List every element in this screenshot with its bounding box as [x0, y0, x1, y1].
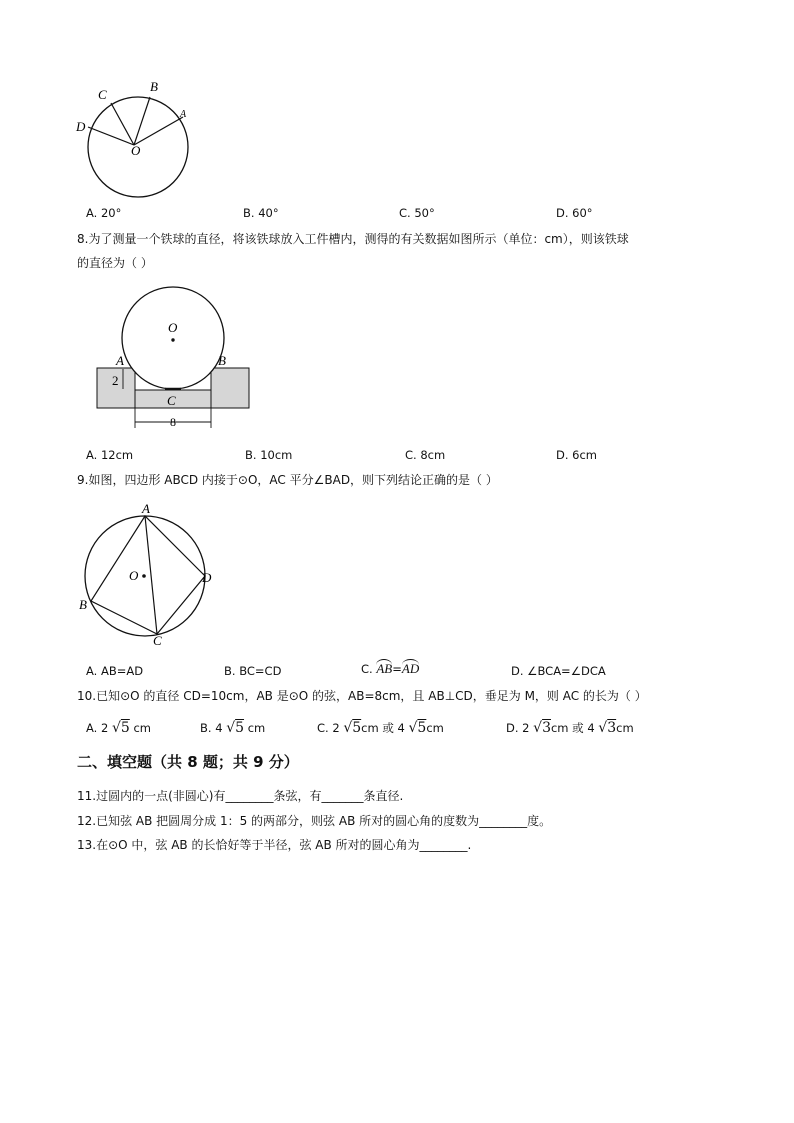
q7-label-b: B — [150, 79, 158, 94]
q9-option-a: A. AB=AD — [86, 664, 144, 678]
q8-label-o: O — [168, 320, 178, 335]
q10-option-c-pre: C. 2 — [317, 721, 340, 735]
q12-stem: 12.已知弦 AB 把圆周分成 1：5 的两部分，则弦 AB 所对的圆心角的度数为________度。 — [77, 814, 552, 828]
q10-option-a-unit: cm — [133, 721, 151, 735]
q7-radius-oc — [111, 103, 134, 145]
q8-option-a: A. 12cm — [86, 448, 134, 462]
q10-option-b-radicand: 5 — [235, 720, 245, 736]
q7-label-a: A — [180, 109, 187, 120]
q7-radius-od — [88, 127, 134, 145]
q8-width-label: 8 — [170, 415, 176, 429]
q9-option-c — [361, 661, 419, 677]
q7-figure — [70, 75, 200, 200]
q10-option-b-sqrt: √5 — [226, 720, 245, 736]
q10-option-d-sqrt2: √3 — [598, 720, 617, 736]
q10-option-a-radicand: 5 — [120, 720, 130, 736]
q8-stem-line2: 的直径为（ ） — [77, 256, 153, 270]
q9-option-b: B. BC=CD — [224, 664, 282, 678]
q10-option-c-mid: cm 或 4 — [361, 721, 405, 735]
q10-option-d-unit: cm — [616, 721, 634, 735]
q9-label-d: D — [202, 570, 212, 585]
section-2-heading: 二、填空题（共 8 题；共 9 分） — [77, 753, 299, 771]
q10-option-d-radicand1: 3 — [542, 720, 551, 736]
q9-option-c-arc-ad: AD — [401, 661, 420, 676]
q8-ball — [122, 287, 224, 389]
q10-option-a — [86, 720, 151, 736]
q10-option-c-unit: cm — [426, 721, 444, 735]
q10-option-a-pre: A. 2 — [86, 721, 109, 735]
q8-center-dot — [171, 338, 174, 341]
q9-center-dot — [142, 574, 146, 578]
q9-option-d: D. ∠BCA=∠DCA — [511, 664, 606, 678]
q10-option-d-mid: cm 或 4 — [550, 721, 595, 735]
q8-stem-line1: 8.为了测量一个铁球的直径，将该铁球放入工件槽内，测得的有关数据如图所示（单位：cm），则该铁球 — [77, 232, 629, 246]
q9-label-o: O — [129, 568, 139, 583]
q11-stem: 11.过圆内的一点(非圆心)有________条弦，有_______条直径. — [77, 789, 404, 803]
q7-option-c: C. 50° — [399, 206, 435, 220]
q10-option-a-sqrt: √5 — [111, 720, 130, 736]
q9-stem: 9.如图，四边形 ABCD 内接于⊙O，AC 平分∠BAD，则下列结论正确的是（ ） — [77, 473, 498, 487]
q10-stem: 10.已知⊙O 的直径 CD=10cm，AB 是⊙O 的弦，AB=8cm，且 AB⊥CD，垂足为 M，则 AC 的长为（ ） — [77, 689, 647, 703]
q10-option-c-sqrt2: √5 — [408, 720, 427, 736]
q8-option-d: D. 6cm — [556, 448, 598, 462]
q9-label-a: A — [142, 501, 150, 516]
q8-label-b: B — [218, 353, 226, 368]
q10-option-c-radicand2: 5 — [417, 720, 427, 736]
q9-option-c-equals: = — [392, 662, 402, 676]
q7-option-a: A. 20° — [86, 206, 122, 220]
q8-label-c: C — [167, 393, 176, 408]
q7-label-d: D — [76, 119, 86, 134]
q8-block-right — [211, 368, 249, 408]
q10-option-c — [317, 720, 444, 736]
q10-option-d — [506, 720, 634, 736]
q13-stem: 13.在⊙O 中，弦 AB 的长恰好等于半径，弦 AB 所对的圆心角为________. — [77, 838, 472, 852]
q10-option-c-radicand1: 5 — [352, 720, 362, 736]
q10-option-b — [200, 720, 265, 736]
q8-figure — [90, 283, 260, 433]
q9-figure — [72, 500, 222, 650]
q8-option-c: C. 8cm — [405, 448, 446, 462]
q10-option-b-pre: B. 4 — [200, 721, 223, 735]
q9-option-c-prefix: C. — [361, 662, 377, 676]
q10-option-d-pre: D. 2 — [506, 721, 530, 735]
q7-label-o: O — [131, 143, 141, 158]
q10-option-d-radicand2: 3 — [607, 720, 617, 736]
q7-option-d: D. 60° — [556, 206, 593, 220]
q9-label-b: B — [79, 597, 87, 612]
q7-label-c: C — [98, 87, 107, 102]
q7-option-b: B. 40° — [243, 206, 279, 220]
q9-label-c: C — [153, 633, 162, 648]
q10-option-b-unit: cm — [247, 721, 266, 735]
q10-option-d-sqrt1: √3 — [533, 720, 551, 736]
q8-label-a: A — [116, 353, 124, 368]
q9-option-c-arc-ab: AB — [376, 661, 393, 676]
q8-depth-label: 2 — [112, 373, 119, 388]
q8-option-b: B. 10cm — [245, 448, 293, 462]
q10-option-c-sqrt1: √5 — [343, 720, 362, 736]
q9-diagonal-ac — [145, 516, 157, 634]
